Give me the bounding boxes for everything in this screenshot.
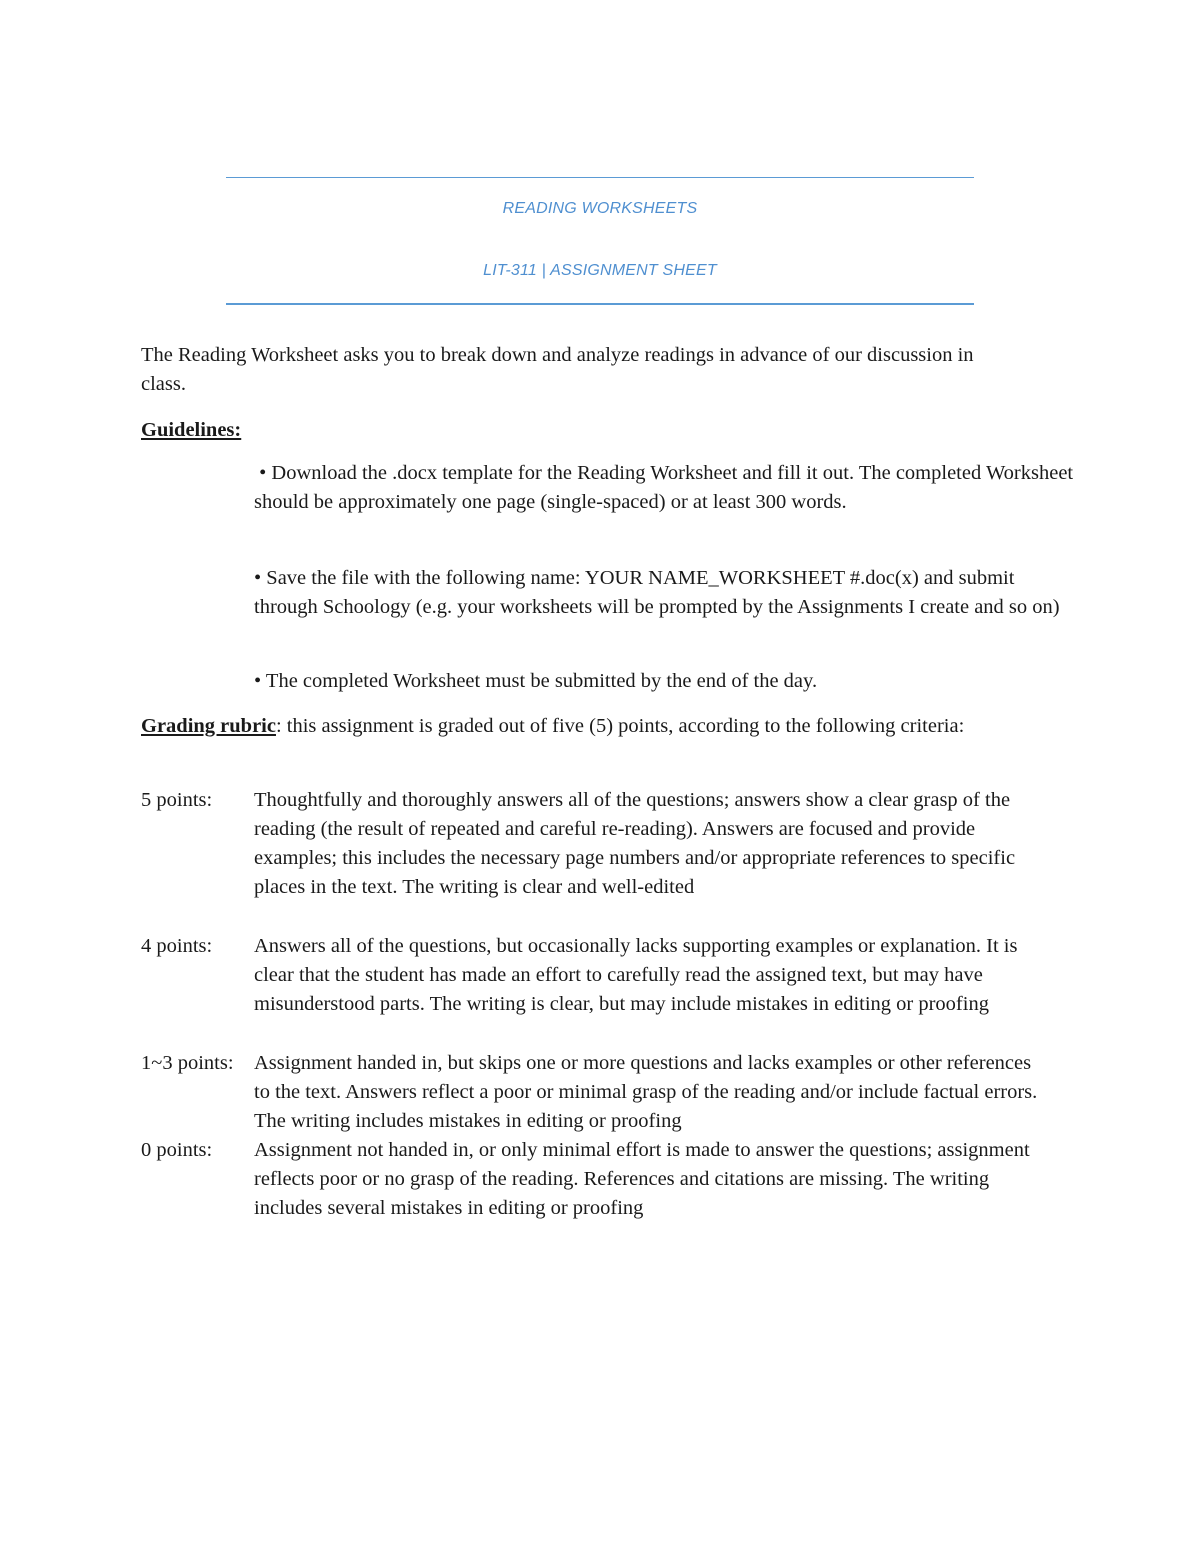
rubric-intro-text: : this assignment is graded out of five (5) points, according to the following criteria:	[275, 715, 965, 737]
criterion-description-5: Thoughtfully and thoroughly answers all of the questions; answers show a clear grasp of the reading (the result of repeated and careful re-reading). Answers are focused and provide examples; this includes the necessary page numbers and/or appropriate references to specific places in the text. The writing is clear and well-edited	[254, 789, 1016, 898]
header-rule-bottom	[226, 303, 974, 305]
criterion-description-4: Answers all of the questions, but occasionally lacks supporting examples or explanation. It is clear that the student has made an effort to carefully read the assigned text, but may have misunderstood parts. The writing is clear, but may include mistakes in editing or proofing	[254, 935, 1018, 1015]
rubric-label: Grading rubric	[141, 715, 276, 737]
criterion-points-1-3: 1~3 points:	[141, 1052, 234, 1074]
criterion-description-0: Assignment not handed in, or only minimal effort is made to answer the questions; assignment reflects poor or no grasp of the reading. References and citations are missing. The writing includes several mistakes in editing or proofing	[254, 1139, 1030, 1219]
criterion-description-1-3: Assignment handed in, but skips one or more questions and lacks examples or other references to the text. Answers reflect a poor or minimal grasp of the reading and/or include factual errors. The writing includes mistakes in editing or proofing	[254, 1052, 1038, 1132]
criterion-points-0: 0 points:	[141, 1139, 213, 1161]
guidelines-heading: Guidelines:	[141, 419, 242, 441]
criterion-points-5: 5 points:	[141, 789, 213, 811]
guideline-item: • Save the file with the following name: YOUR NAME_WORKSHEET #.doc(x) and submit through Schoology (e.g. your worksheets will be prompted by the Assignments I create and so on)	[254, 567, 1060, 618]
intro-paragraph: The Reading Worksheet asks you to break down and analyze readings in advance of our discussion in class.	[141, 344, 974, 395]
header-rule-top	[226, 177, 974, 178]
document-title: READING WORKSHEETS	[502, 200, 698, 217]
document-subtitle: LIT-311 | ASSIGNMENT SHEET	[483, 262, 717, 279]
rubric-intro	[141, 712, 1041, 741]
guideline-item: • The completed Worksheet must be submitted by the end of the day.	[254, 670, 818, 692]
guideline-item: • Download the .docx template for the Reading Worksheet and fill it out. The completed Worksheet should be approximately one page (single-spaced) or at least 300 words.	[254, 462, 1079, 513]
criterion-points-4: 4 points:	[141, 935, 213, 957]
